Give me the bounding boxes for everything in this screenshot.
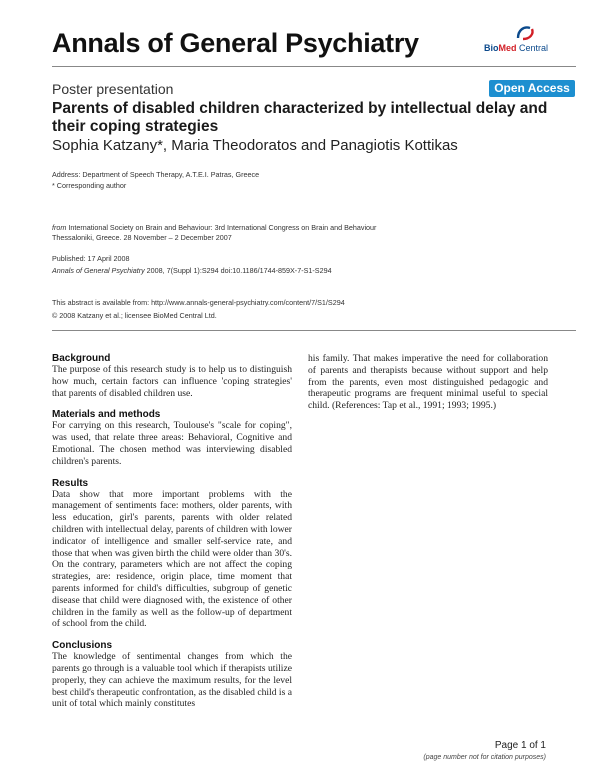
background-heading: Background [52, 353, 111, 364]
corresponding-author: * Corresponding author [52, 181, 127, 190]
page-note: (page number not for citation purposes) [423, 754, 546, 761]
left-column [52, 353, 292, 710]
abstract-rule [52, 330, 576, 331]
conference-line-1: International Society on Brain and Behaviour: 3rd International Congress on Brain and Behaviour [66, 223, 377, 232]
published-date: Published: 17 April 2008 [52, 254, 130, 263]
right-column [308, 353, 548, 412]
page-number: Page 1 of 1 [494, 740, 546, 751]
citation [52, 266, 332, 276]
from-label: from [52, 223, 67, 232]
section-label: Poster presentation [52, 81, 174, 97]
right-column-text: his family. That makes imperative the need for collaboration of parents and therapists because without support and help from the parents, even most distinguished pedagogic and therapeutic programs are frequent minimal useful to special child. (References: Tap et al., 1991; 1993; 1995.) [308, 353, 548, 412]
logo-med: Med [498, 43, 517, 53]
journal-title: Annals of General Psychiatry [52, 28, 419, 58]
authors: Sophia Katzany*, Maria Theodoratos and Panagiotis Kottikas [52, 137, 458, 154]
biomed-central-logo [484, 24, 574, 58]
open-access-badge: Open Access [489, 80, 575, 97]
methods-text: For carrying on this research, Toulouse's "scale for coping", was used, that relate three areas: Behavioral, Cognitive and Emotional. The chosen method was interviewing disabled children's parents. [52, 420, 292, 467]
conference-line-2: Thessaloniki, Greece. 28 November – 2 December 2007 [52, 233, 232, 242]
citation-journal: Annals of General Psychiatry [52, 266, 145, 275]
logo-central: Central [516, 43, 549, 53]
author-address: Address: Department of Speech Therapy, A.T.E.I. Patras, Greece [52, 170, 260, 179]
logo-bio: Bio [484, 43, 499, 53]
results-heading: Results [52, 477, 89, 489]
header-rule [52, 66, 576, 67]
results-text: Data show that more important problems with the management of sentiments face: mothers, older parents, with less education, girl's parents, parents with older related children with intellectual delay, parents of children with lower indicator of intelligence and smaller self-service rate, and those that when was given birth the child were older than 30's. On the contrary, parameters which are not affect the coping strategies, are: residence, origin place, time moment that parents informed for child's difficulties, subgroup of genetic disease that child were diagnosed with, the existence of other children in the family as well as the follow-up of department of school from the child. [52, 488, 292, 630]
biomed-central-logo-icon [514, 24, 536, 42]
conclusions-text: The knowledge of sentimental changes from which the parents go through is a valuable tool which if therapists utilize properly, they can achieve the maximum results, for the level best child's therapeutic confrontation, as the disabled child is a unit of total which mainly constitutes [52, 651, 292, 710]
article-title: Parents of disabled children characterized by intellectual delay and their coping strategies [52, 100, 548, 135]
copyright: © 2008 Katzany et al.; licensee BioMed Central Ltd. [52, 311, 217, 320]
citation-details: 2008, 7(Suppl 1):S294 doi:10.1186/1744-859X-7-S1-S294 [144, 266, 332, 275]
conclusions-heading: Conclusions [52, 640, 113, 652]
methods-heading: Materials and methods [52, 409, 161, 421]
conference-info [52, 223, 376, 233]
background-text: The purpose of this research study is to help us to distinguish how much, certain factors can influence 'coping strategies' that parents of disabled children use. [52, 364, 292, 399]
availability-link[interactable]: This abstract is available from: http://www.annals-general-psychiatry.com/content/7/S1/S294 [52, 298, 345, 307]
biomed-central-logo-text [484, 43, 548, 53]
